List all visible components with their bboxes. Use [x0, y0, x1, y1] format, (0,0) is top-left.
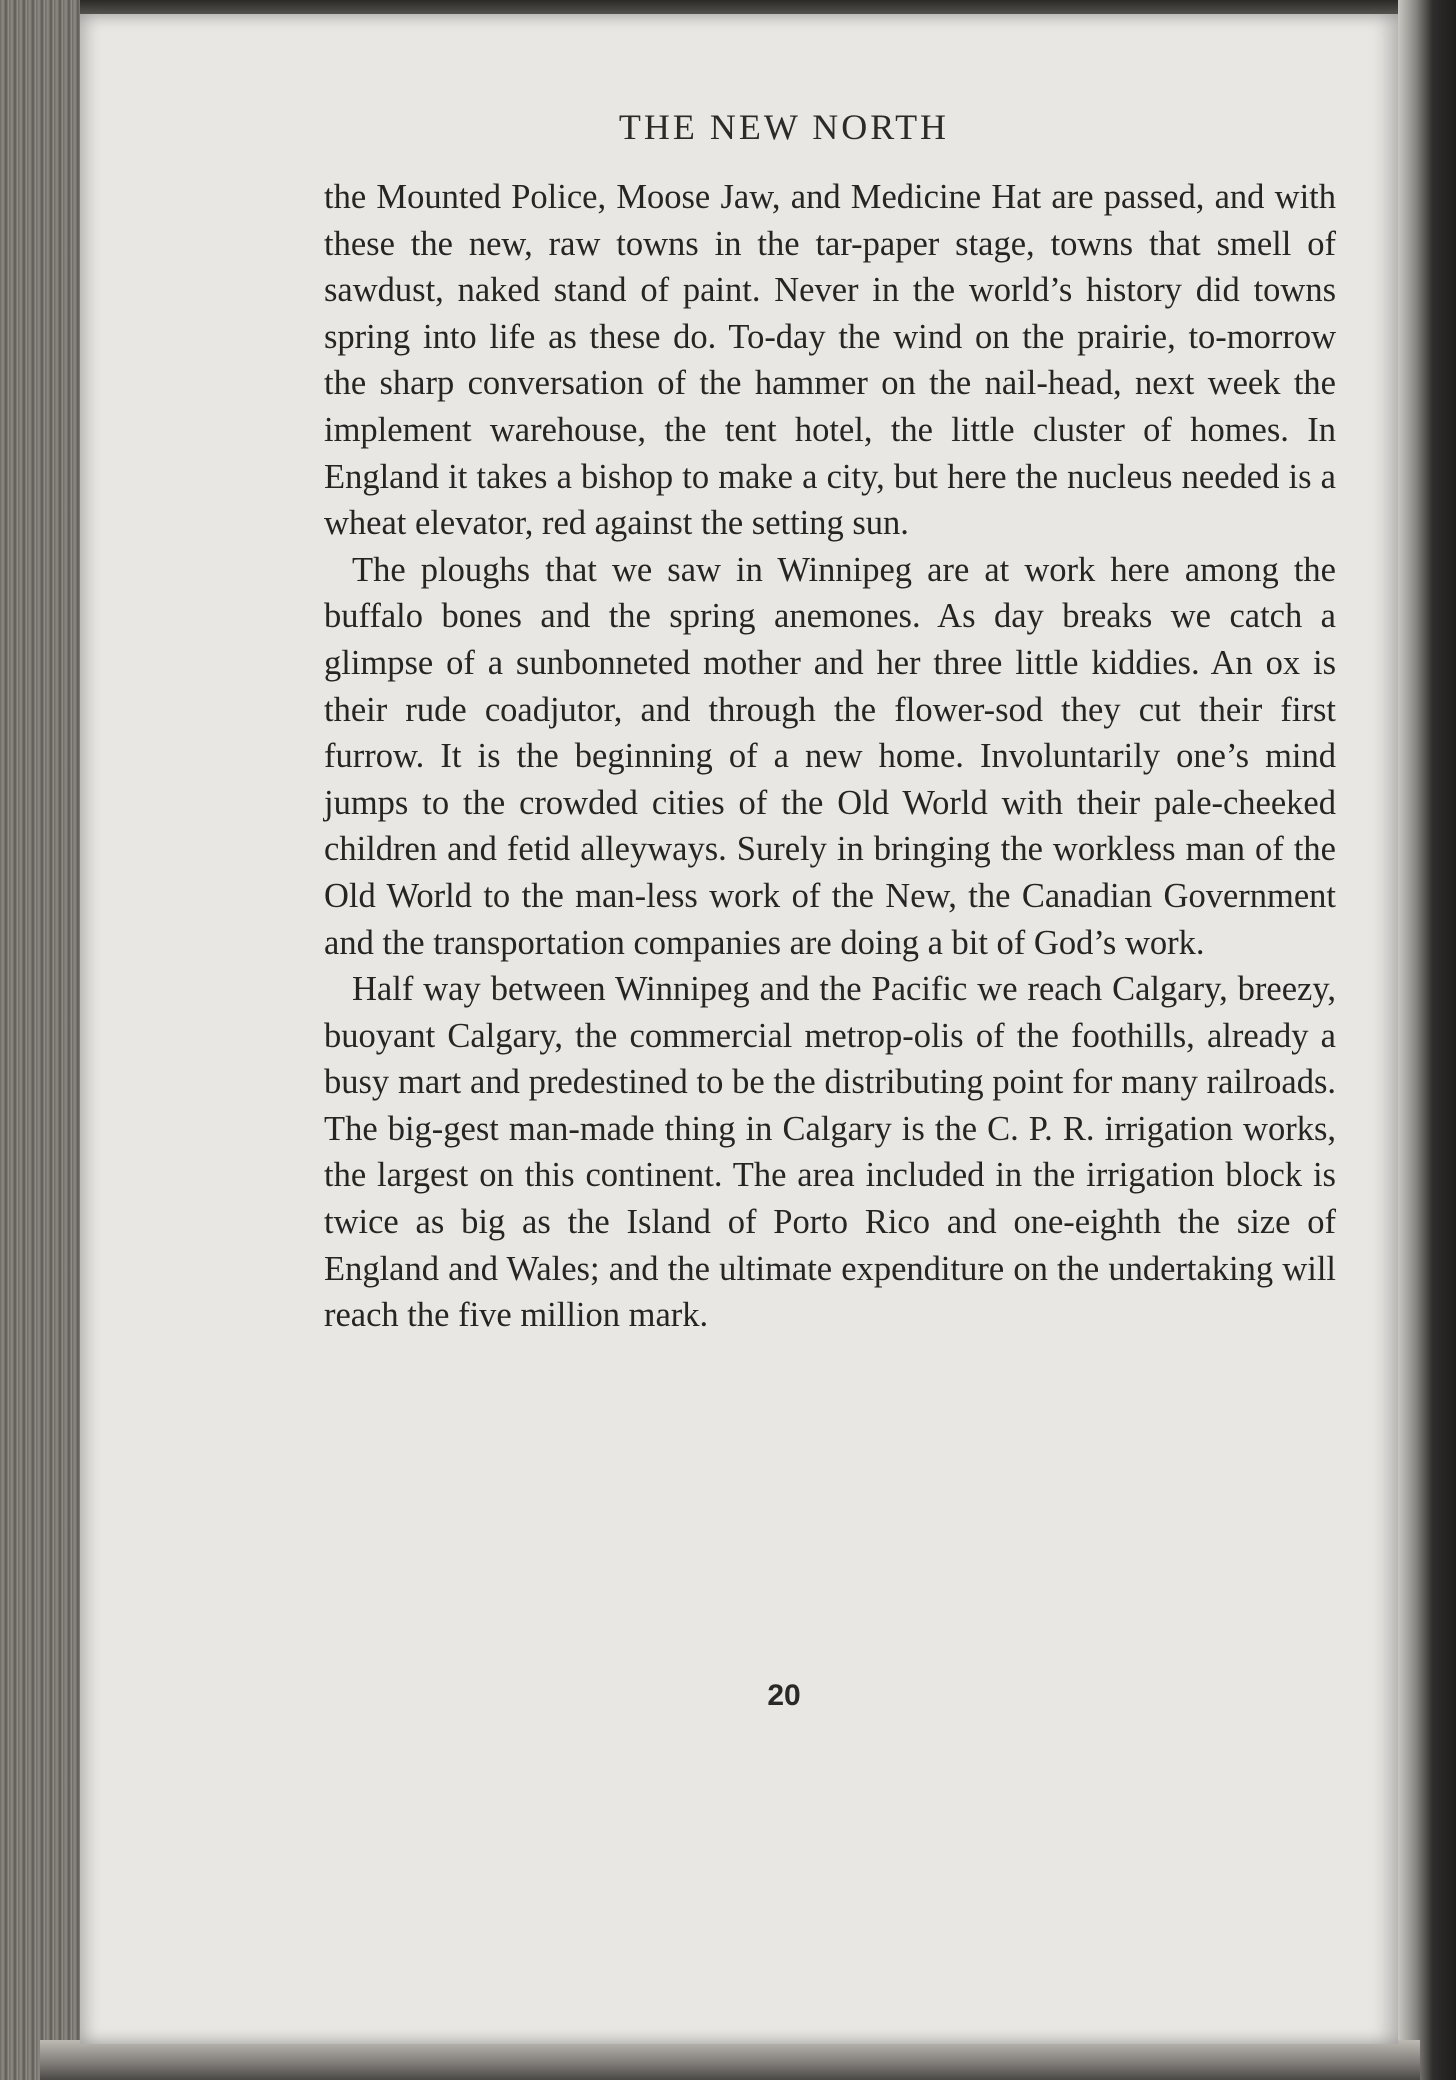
book-cover-edge-right	[1398, 0, 1456, 2080]
body-text	[324, 174, 1336, 1339]
book-page	[80, 14, 1398, 2044]
page-number: 20	[767, 1679, 801, 1712]
book-page-edges-bottom	[40, 2040, 1420, 2080]
paragraph-1: the Mounted Police, Moose Jaw, and Medicine Hat are passed, and with these the new, raw towns in the tar-paper stage, towns that smell of sawdust, naked stand of paint. Never in the world’s history did towns spring into life as these do. To-day the wind on the prairie, to-morrow the sharp conversation of the hammer on the nail-head, next week the implement warehouse, the tent hotel, the little cluster of homes. In England it takes a bishop to make a city, but here the nucleus needed is a wheat elevator, red against the setting sun.	[324, 178, 1336, 543]
paragraph-2: The ploughs that we saw in Winnipeg are at work here among the buffalo bones and the spring anemones. As day breaks we catch a glimpse of a sunbonneted mother and her three little kiddies. An ox is their rude coadjutor, and through the flower-sod they cut their first furrow. It is the beginning of a new home. Involuntarily one’s mind jumps to the crowded cities of the Old World with their pale-cheeked children and fetid alleyways. Surely in bringing the workless man of the Old World to the man-less work of the New, the Canadian Government and the transportation companies are doing a bit of God’s work.	[324, 550, 1336, 962]
paragraph-3: Half way between Winnipeg and the Pacific we reach Calgary, breezy, buoyant Calgary, the commercial metrop-olis of the foothills, already a busy mart and predestined to be the distributing point for many railroads. The big-gest man-made thing in Calgary is the C. P. R. irrigation works, the largest on this continent. The area included in the irrigation block is twice as big as the Island of Porto Rico and one-eighth the size of England and Wales; and the ultimate expenditure on the undertaking will reach the five million mark.	[324, 970, 1336, 1335]
scan-background-top	[0, 0, 1456, 14]
book-page-edges-left	[0, 0, 80, 2080]
running-head: THE NEW NORTH	[618, 107, 950, 147]
